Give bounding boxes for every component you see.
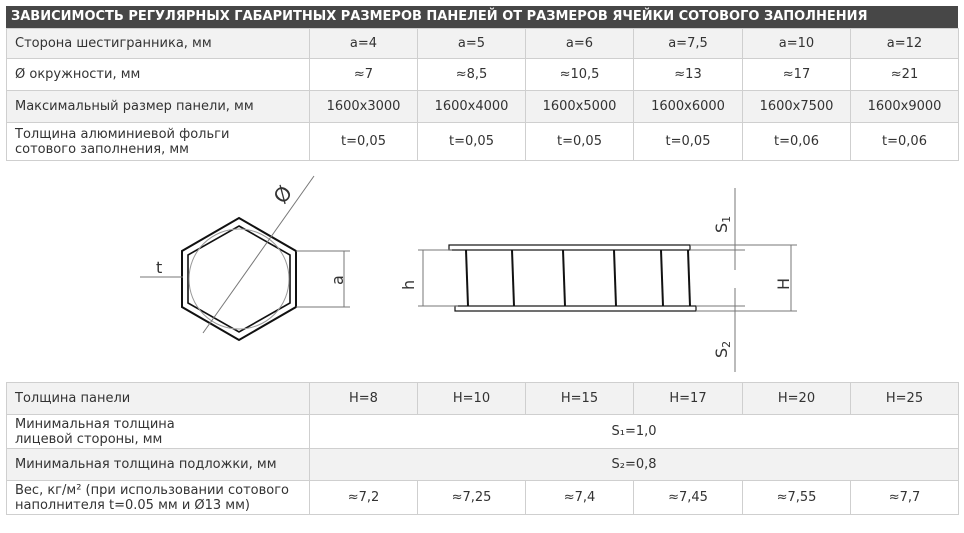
label-line: Вес, кг/м² (при использовании сотового (15, 482, 290, 498)
label-line: Минимальная толщина (15, 416, 175, 432)
label-line: наполнителя t=0.05 мм и Ø13 мм) (15, 497, 250, 513)
table-cell: H=20 (743, 383, 851, 415)
table-cell: ≈8,5 (418, 59, 526, 91)
label-s1 (712, 216, 733, 233)
table-cell: H=25 (851, 383, 959, 415)
face-sheet-top (449, 245, 690, 250)
inscribed-circle (189, 229, 289, 329)
table-cell: a=5 (418, 29, 526, 59)
table-cell: t=0,06 (851, 123, 959, 161)
table-cell: ≈13 (634, 59, 743, 91)
label-t: t (156, 258, 163, 277)
table-cell: ≈7,4 (526, 481, 634, 515)
table-cell: 1600x4000 (418, 91, 526, 123)
table-cell: ≈21 (851, 59, 959, 91)
table-cell: t=0,05 (634, 123, 743, 161)
table-cell: t=0,06 (743, 123, 851, 161)
table-cell: 1600x5000 (526, 91, 634, 123)
table-cell: ≈10,5 (526, 59, 634, 91)
label-a: a (328, 275, 347, 285)
cell-size-table (6, 28, 959, 161)
label-h: h (399, 279, 418, 290)
table-cell: ≈7,55 (743, 481, 851, 515)
label-line: Толщина алюминиевой фольги (15, 126, 230, 142)
row-label-panel-thickness: Толщина панели (7, 383, 310, 415)
table-row (7, 29, 959, 59)
honeycomb-core (466, 250, 690, 306)
table-cell: H=10 (418, 383, 526, 415)
diameter-line (203, 176, 314, 333)
table-cell: t=0,05 (418, 123, 526, 161)
row-label-foil-thickness (7, 123, 310, 161)
table-cell: ≈7,25 (418, 481, 526, 515)
label-line: лицевой стороны, мм (15, 431, 163, 447)
table-cell: ≈17 (743, 59, 851, 91)
table-cell-merged: S₁=1,0 (310, 415, 959, 449)
hexagon-cell-drawing (140, 176, 350, 340)
label-s2 (712, 341, 733, 358)
table-cell: 1600x9000 (851, 91, 959, 123)
table-row (7, 59, 959, 91)
table-cell-merged: S₂=0,8 (310, 449, 959, 481)
table-cell: t=0,05 (310, 123, 418, 161)
table-row (7, 91, 959, 123)
table-cell: ≈7 (310, 59, 418, 91)
table-cell: 1600x7500 (743, 91, 851, 123)
table-cell: a=4 (310, 29, 418, 59)
table-row (7, 415, 959, 449)
row-label-hex-side: Сторона шестигранника, мм (7, 29, 310, 59)
row-label-min-back-thickness: Минимальная толщина подложки, мм (7, 449, 310, 481)
face-sheet-bottom (455, 306, 696, 311)
table-title: ЗАВИСИМОСТЬ РЕГУЛЯРНЫХ ГАБАРИТНЫХ РАЗМЕРОВ ПАНЕЛЕЙ ОТ РАЗМЕРОВ ЯЧЕЙКИ СОТОВОГО ЗАПОЛНЕНИЯ (6, 6, 958, 28)
table-row (7, 449, 959, 481)
row-label-min-face-thickness (7, 415, 310, 449)
panel-properties-table (6, 382, 959, 515)
table-cell: H=8 (310, 383, 418, 415)
label-diameter: Ø (268, 181, 298, 208)
table-row (7, 481, 959, 515)
table-cell: ≈7,45 (634, 481, 743, 515)
table-cell: 1600x3000 (310, 91, 418, 123)
table-cell: a=7,5 (634, 29, 743, 59)
svg-text:S2: S2 (712, 340, 733, 358)
table-cell: a=12 (851, 29, 959, 59)
panel-section-drawing (418, 188, 797, 372)
table-cell: ≈7,7 (851, 481, 959, 515)
hexagon-outer (182, 218, 296, 340)
svg-text:S1: S1 (712, 215, 733, 233)
hexagon-inner (188, 226, 290, 332)
table-row (7, 123, 959, 161)
row-label-weight (7, 481, 310, 515)
row-label-max-panel-size: Максимальный размер панели, мм (7, 91, 310, 123)
table-cell: a=6 (526, 29, 634, 59)
table-cell: 1600x6000 (634, 91, 743, 123)
panel-dimension-lines (418, 188, 797, 372)
table-cell: t=0,05 (526, 123, 634, 161)
table-cell: H=17 (634, 383, 743, 415)
table-cell: a=10 (743, 29, 851, 59)
table-row (7, 383, 959, 415)
label-H: H (774, 277, 793, 290)
table-cell: ≈7,2 (310, 481, 418, 515)
label-line: сотового заполнения, мм (15, 141, 189, 157)
row-label-circle-diameter: Ø окружности, мм (7, 59, 310, 91)
table-cell: H=15 (526, 383, 634, 415)
